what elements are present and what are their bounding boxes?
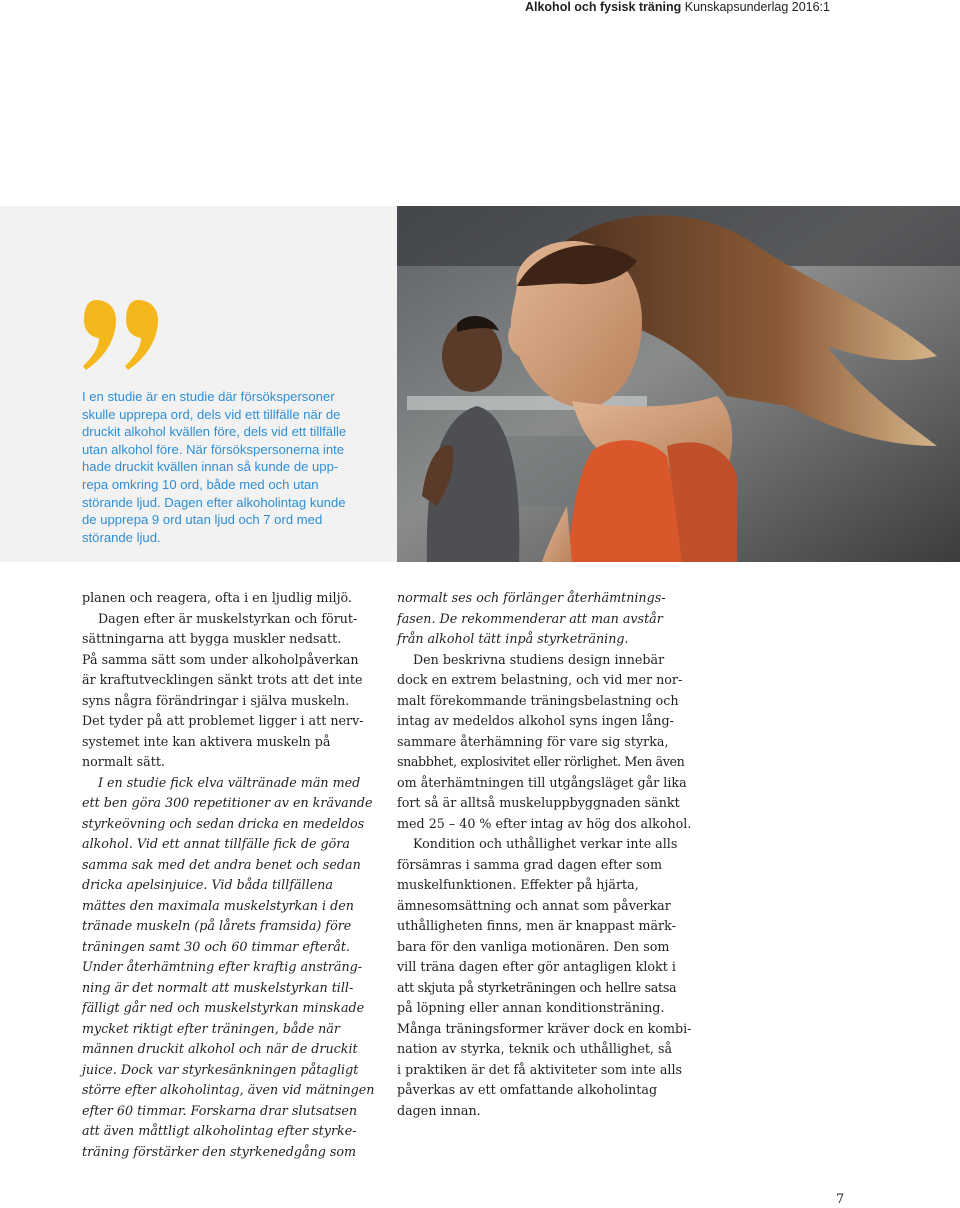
body-line: nation av styrka, teknik och uthållighet, så xyxy=(397,1041,673,1056)
body-line: muskelfunktionen. Effekter på hjärta, xyxy=(397,877,639,892)
body-line: fälligt går ned och muskelstyrkan minskade xyxy=(82,1000,365,1015)
body-line: påverkas av ett omfattande alkoholintag xyxy=(397,1082,658,1097)
body-line: Det tyder på att problemet ligger i att nerv- xyxy=(82,713,364,728)
body-line: i praktiken är det få aktiviteter som inte alls xyxy=(397,1061,683,1077)
quote-line: hade druckit kvällen innan så kunde de upp- xyxy=(82,459,339,475)
body-line: samma sak med det andra benet och sedan xyxy=(82,856,361,872)
body-line: ett ben göra 300 repetitioner av en krävande xyxy=(82,795,373,810)
body-line: Den beskrivna studiens design innebär xyxy=(413,651,665,667)
body-line: att även måttligt alkoholintag efter styrke- xyxy=(82,1123,357,1138)
quote-line: utan alkohol före. När försökspersonerna inte xyxy=(82,441,345,457)
body-line: tränade muskeln (på lårets framsida) före xyxy=(82,918,352,933)
body-line: juice. Dock var styrkesänkningen påtagligt xyxy=(82,1061,359,1077)
body-line: med 25 – 40 % efter intag av hög dos alkohol. xyxy=(397,815,692,831)
header-title: Alkohol och fysisk träning xyxy=(524,0,682,14)
quote-line: skulle upprepa ord, dels vid ett tillfälle när de xyxy=(82,406,341,422)
quote-line: repa omkring 10 ord, både med och utan xyxy=(82,476,319,492)
body-line: sättningarna att bygga muskler nedsatt. xyxy=(82,631,342,646)
quote-mark-icon xyxy=(82,296,162,376)
left-column xyxy=(82,588,382,1162)
body-line: männen druckit alkohol och när de druckit xyxy=(82,1041,358,1056)
body-line: på löpning eller annan konditionsträning. xyxy=(397,1000,665,1015)
body-line: vill träna dagen efter gör antagligen klokt i xyxy=(397,959,676,974)
body-line: malt förekommande träningsbelastning och xyxy=(397,692,679,708)
body-line: efter 60 timmar. Forskarna drar slutsatsen xyxy=(82,1102,358,1118)
body-line: styrkeövning och sedan dricka en medeldos xyxy=(82,815,365,831)
body-line: normalt sätt. xyxy=(82,754,165,769)
body-line: mycket riktigt efter träningen, både när xyxy=(82,1020,340,1036)
body-line: dricka apelsinjuice. Vid båda tillfällena xyxy=(82,877,333,892)
body-line: intag av medeldos alkohol syns ingen lång- xyxy=(397,713,674,728)
body-line: På samma sätt som under alkoholpåverkan xyxy=(82,651,359,667)
running-header xyxy=(0,0,830,14)
body-line: Kondition och uthållighet verkar inte alls xyxy=(413,836,678,851)
body-line: dagen innan. xyxy=(397,1102,481,1118)
body-line: bara för den vanliga motionären. Den som xyxy=(397,938,670,954)
body-line: mättes den maximala muskelstyrkan i den xyxy=(82,897,354,913)
right-column xyxy=(397,588,697,1121)
body-line: fasen. De rekommenderar att man avstår xyxy=(397,610,663,626)
body-line: ämnesomsättning och annat som påverkar xyxy=(397,897,671,913)
body-line: träning förstärker den styrkenedgång som xyxy=(82,1143,357,1159)
body-line: försämras i samma grad dagen efter som xyxy=(397,856,663,872)
body-line: om återhämtningen till utgångsläget går lika xyxy=(397,774,687,790)
body-line: syns några förändringar i själva muskeln. xyxy=(82,692,350,708)
body-line: alkohol. Vid ett annat tillfälle fick de göra xyxy=(82,836,350,851)
body-line: sammare återhämning för vare sig styrka, xyxy=(397,733,669,749)
body-line: fort så är alltså muskeluppbyggnaden sänkt xyxy=(397,795,680,810)
body-line: större efter alkoholintag, även vid mätningen xyxy=(82,1082,375,1097)
body-line: är kraftutvecklingen sänkt trots att det inte xyxy=(82,672,363,687)
body-line: I en studie fick elva vältränade män med xyxy=(98,774,361,790)
body-line: dock en extrem belastning, och vid mer nor- xyxy=(397,672,683,687)
body-line: snabbhet, explosivitet eller rörlighet. Men även xyxy=(397,754,685,769)
quote-line: druckit alkohol kvällen före, dels vid ett tillfälle xyxy=(82,424,347,440)
quote-line: de upprepa 9 ord utan ljud och 7 ord med xyxy=(82,512,323,528)
body-line: normalt ses och förlänger återhämtnings- xyxy=(397,590,666,605)
body-line: ning är det normalt att muskelstyrkan till- xyxy=(82,979,354,995)
quote-line: störande ljud. xyxy=(82,529,161,545)
quote-line: I en studie är en studie där försökspersoner xyxy=(82,389,335,404)
body-line: träningen samt 30 och 60 timmar efteråt. xyxy=(82,938,350,954)
body-line: systemet inte kan aktivera muskeln på xyxy=(82,733,331,749)
runners-photo xyxy=(397,206,960,562)
body-line: uthålligheten finns, men är knappast märk- xyxy=(397,918,676,933)
photo-runners-icon xyxy=(397,206,960,562)
body-line: Många träningsformer kräver dock en kombi- xyxy=(397,1020,692,1036)
body-line: att skjuta på styrketräningen och hellre satsa xyxy=(397,979,677,995)
header-subtitle: Kunskapsunderlag 2016:1 xyxy=(684,0,830,14)
body-line: Under återhämtning efter kraftig ansträng- xyxy=(82,959,363,974)
body-line: Dagen efter är muskelstyrkan och förut- xyxy=(98,610,358,626)
pull-quote xyxy=(82,388,382,546)
body-line: från alkohol tätt inpå styrketräning. xyxy=(397,631,629,646)
page-number: 7 xyxy=(836,1192,845,1207)
body-line: planen och reagera, ofta i en ljudlig miljö. xyxy=(82,590,352,605)
quote-line: störande ljud. Dagen efter alkoholintag kunde xyxy=(82,494,346,510)
